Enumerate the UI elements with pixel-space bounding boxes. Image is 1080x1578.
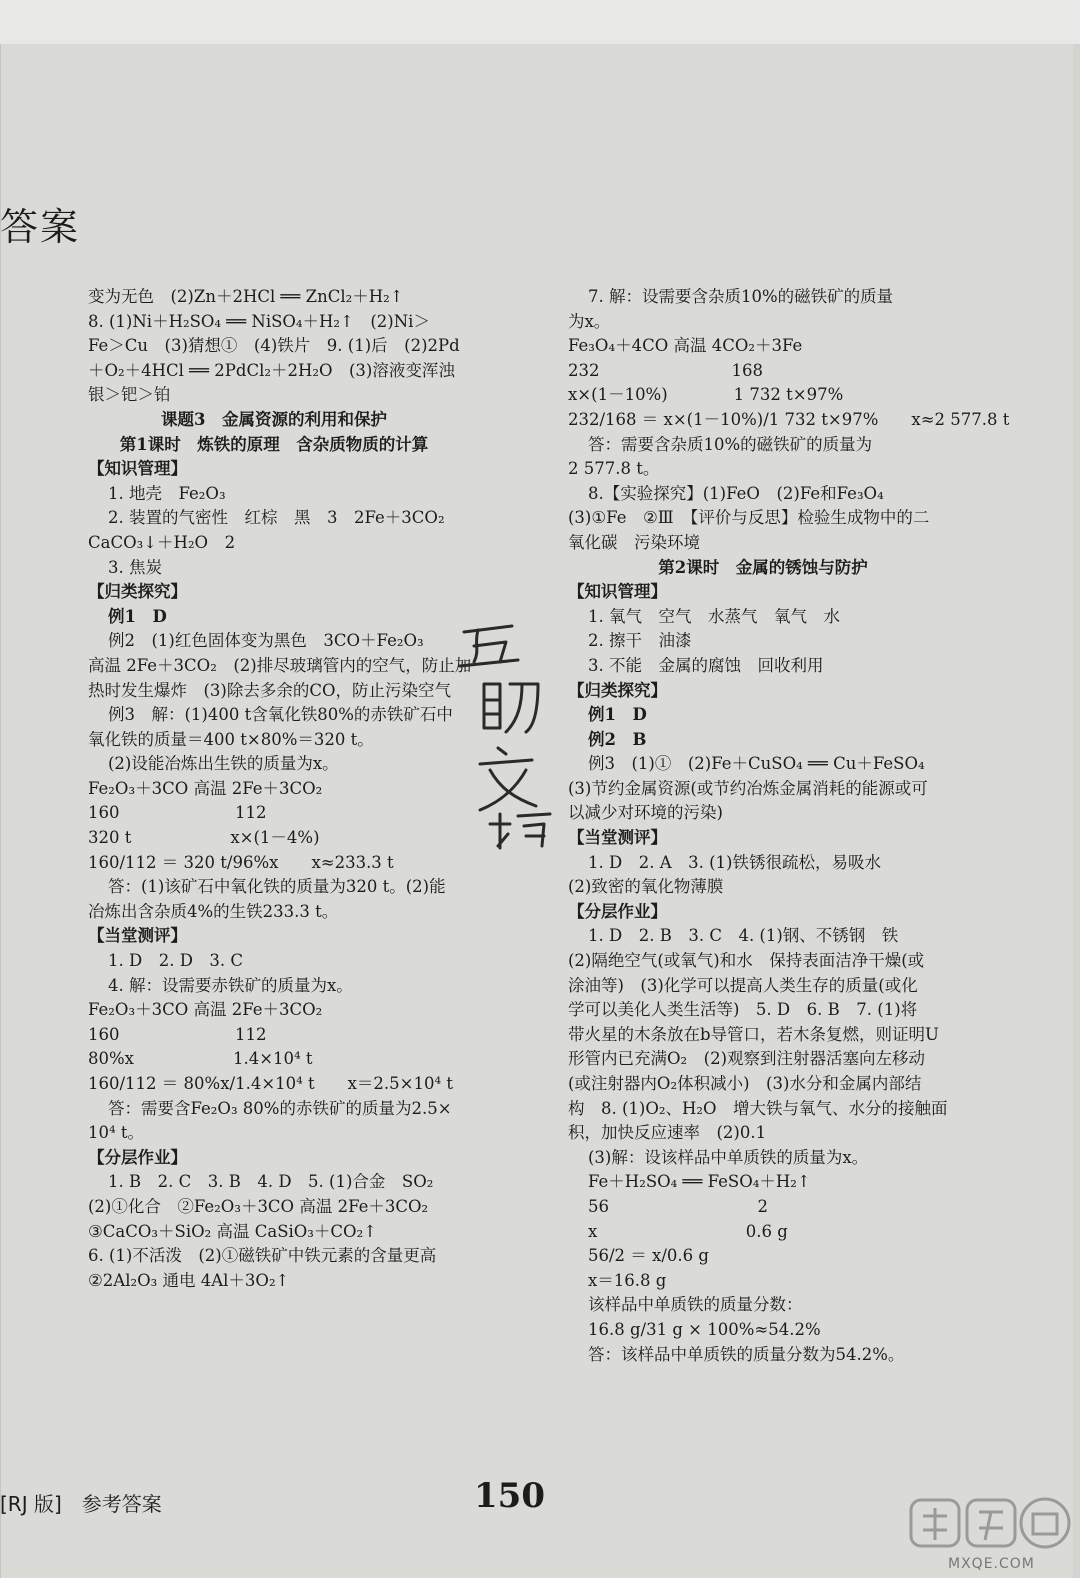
answer-line: 2 577.8 t。: [568, 459, 660, 479]
answer-line: 8. (1)Ni＋H₂SO₄ ══ NiSO₄＋H₂↑ (2)Ni＞: [88, 311, 430, 331]
equation-line: 232/168 ＝ x×(1－10%)/1 732 t×97% x≈2 577.8 t: [568, 409, 1010, 429]
lesson-heading: 第2课时 金属的锈蚀与防护: [658, 557, 868, 577]
answer-line: 银＞钯＞铂: [88, 385, 171, 405]
answer-line: 2. 擦干 油漆: [588, 631, 692, 651]
equation-line: Fe＋H₂SO₄ ══ FeSO₄＋H₂↑: [588, 1172, 811, 1192]
answer-line: 1. B 2. C 3. B 4. D 5. (1)合金 SO₂: [108, 1172, 434, 1192]
answer-line: 学可以美化人类生活等) 5. D 6. B 7. (1)将: [568, 1000, 918, 1020]
answer-line: 该样品中单质铁的质量分数：: [588, 1295, 803, 1315]
answer-line: 答：该样品中单质铁的质量分数为54.2%。: [588, 1344, 905, 1364]
answer-line: 例3 (1)① (2)Fe＋CuSO₄ ══ Cu＋FeSO₄: [588, 754, 925, 774]
equation-line: 160/112 ＝ 80%x/1.4×10⁴ t x＝2.5×10⁴ t: [88, 1074, 453, 1093]
watermark-url: MXQE.COM: [948, 1556, 1035, 1572]
answer-line: ＋O₂＋4HCl ══ 2PdCl₂＋2H₂O (3)溶液变浑浊: [88, 360, 455, 380]
answer-line: 以减少对环境的污染): [568, 803, 723, 823]
page-number: 150: [474, 1476, 545, 1516]
answer-line: 带火星的木条放在b导管口，若木条复燃，则证明U: [568, 1024, 939, 1044]
answer-line: (3)解：设该样品中单质铁的质量为x。: [588, 1147, 869, 1167]
subsection-label: 【当堂测评】: [568, 828, 667, 848]
answer-line: (3)①Fe ②Ⅲ 【评价与反思】检验生成物中的二: [568, 508, 930, 528]
handwritten-annotation: [440, 600, 560, 850]
answer-line: 变为无色 (2)Zn＋2HCl ══ ZnCl₂＋H₂↑: [88, 287, 404, 306]
answer-line: (2)①化合 ②Fe₂O₃＋3CO 高温 2Fe＋3CO₂: [88, 1196, 429, 1216]
equation-line: x×(1－10%) 1 732 t×97%: [568, 385, 844, 405]
answer-line: 积，加快反应速率 (2)0.1: [568, 1123, 767, 1143]
answer-line: CaCO₃↓＋H₂O 2: [88, 532, 236, 552]
answer-line: 为x。: [568, 311, 611, 331]
footer-edition-label: [RJ 版] 参考答案: [0, 1492, 162, 1516]
equation-line: Fe₃O₄＋4CO 高温 4CO₂＋3Fe: [568, 336, 803, 356]
subsection-label: 【归类探究】: [568, 680, 667, 700]
section-heading: 课题3 金属资源的利用和保护: [161, 409, 387, 429]
answer-line: 7. 解：设需要含杂质10%的磁铁矿的质量: [588, 287, 894, 306]
answer-line: 例2 B: [588, 729, 647, 749]
equation-line: 160/112 ＝ 320 t/96%x x≈233.3 t: [88, 852, 394, 872]
answer-line: 例3 解：(1)400 t含氧化铁80%的赤铁矿石中: [108, 705, 453, 725]
answer-line: 1. 地壳 Fe₂O₃: [108, 483, 226, 503]
equation-line: 160 112: [88, 1024, 267, 1044]
answer-line: 形管内已充满O₂ (2)观察到注射器活塞向左移动: [568, 1049, 926, 1069]
answer-line: 4. 解：设需要赤铁矿的质量为x。: [108, 975, 353, 995]
answer-line: 涂油等) (3)化学可以提高人类生存的质量(或化: [568, 975, 918, 995]
page-title: 答案: [0, 205, 81, 249]
answer-line: (2)隔绝空气(或氧气)和水 保持表面洁净干燥(或: [568, 951, 925, 971]
answer-line: 3. 不能 金属的腐蚀 回收利用: [588, 655, 824, 675]
answer-line: 氧化碳 污染环境: [568, 532, 700, 552]
equation-line: 320 t x×(1－4%): [88, 828, 320, 848]
answer-line: 热时发生爆炸 (3)除去多余的CO，防止污染空气: [88, 680, 452, 700]
answer-line: (或注射器内O₂体积减小) (3)水分和金属内部结: [568, 1074, 922, 1093]
answer-line: 10⁴ t。: [88, 1123, 144, 1143]
answer-line: (2)致密的氧化物薄膜: [568, 877, 724, 897]
subsection-label: 【当堂测评】: [88, 926, 187, 946]
answer-line: 氧化铁的质量＝400 t×80%＝320 t。: [88, 729, 374, 749]
answer-line: 例1 D: [588, 705, 647, 725]
equation-line: x＝16.8 g: [588, 1270, 667, 1290]
answer-line: ③CaCO₃＋SiO₂ 高温 CaSiO₃＋CO₂↑: [88, 1221, 378, 1241]
answer-line: Fe＞Cu (3)猜想① (4)铁片 9. (1)后 (2)2Pd: [88, 336, 460, 356]
answer-line: 答：需要含Fe₂O₃ 80%的赤铁矿的质量为2.5×: [108, 1098, 452, 1118]
answer-line: 例2 (1)红色固体变为黑色 3CO＋Fe₂O₃: [108, 631, 424, 651]
answer-line: 3. 焦炭: [108, 557, 162, 577]
equation-line: 56/2 ＝ x/0.6 g: [588, 1246, 709, 1266]
answer-line: (2)设能冶炼出生铁的质量为x。: [108, 754, 339, 774]
answer-line: 答：需要含杂质10%的磁铁矿的质量为: [588, 434, 873, 454]
answer-line: (3)节约金属资源(或节约冶炼金属消耗的能源或可: [568, 778, 928, 798]
subsection-label: 【知识管理】: [88, 459, 187, 479]
answer-line: 6. (1)不活泼 (2)①磁铁矿中铁元素的含量更高: [88, 1246, 437, 1266]
answer-line: 1. D 2. B 3. C 4. (1)钢、不锈钢 铁: [588, 926, 899, 946]
equation-line: 56 2: [588, 1196, 768, 1216]
answer-line: ②2Al₂O₃ 通电 4Al＋3O₂↑: [88, 1270, 290, 1290]
right-column: [568, 285, 1010, 1367]
subsection-label: 【分层作业】: [88, 1147, 187, 1167]
equation-line: 232 168: [568, 360, 763, 380]
answer-line: 1. 氧气 空气 水蒸气 氧气 水: [588, 606, 840, 626]
equation-line: Fe₂O₃＋3CO 高温 2Fe＋3CO₂: [88, 1000, 323, 1020]
answer-line: 例1 D: [108, 606, 167, 626]
subsection-label: 【分层作业】: [568, 901, 667, 921]
answer-line: 构 8. (1)O₂、H₂O 增大铁与氧气、水分的接触面: [568, 1098, 948, 1118]
equation-line: 80%x 1.4×10⁴ t: [88, 1049, 313, 1069]
answer-line: 8.【实验探究】(1)FeO (2)Fe和Fe₃O₄: [588, 483, 884, 503]
answer-line: 1. D 2. A 3. (1)铁锈很疏松，易吸水: [588, 852, 881, 872]
equation-line: x 0.6 g: [588, 1221, 788, 1241]
lesson-heading: 第1课时 炼铁的原理 含杂质物质的计算: [119, 434, 429, 454]
equation-line: Fe₂O₃＋3CO 高温 2Fe＋3CO₂: [88, 778, 323, 798]
subsection-label: 【归类探究】: [88, 582, 187, 602]
answer-line: 高温 2Fe＋3CO₂ (2)排尽玻璃管内的空气，防止加: [88, 655, 472, 675]
answer-line: 答：(1)该矿石中氧化铁的质量为320 t。(2)能: [108, 877, 446, 897]
answer-line: 1. D 2. D 3. C: [108, 951, 244, 971]
equation-line: 160 112: [88, 803, 267, 823]
equation-line: 16.8 g/31 g × 100%≈54.2%: [588, 1319, 821, 1339]
top-margin: [0, 0, 1080, 44]
subsection-label: 【知识管理】: [568, 582, 667, 602]
left-column: [88, 285, 472, 1293]
answer-line: 2. 装置的气密性 红棕 黑 3 2Fe＋3CO₂: [108, 508, 445, 528]
answer-line: 冶炼出含杂质4%的生铁233.3 t。: [88, 901, 339, 921]
